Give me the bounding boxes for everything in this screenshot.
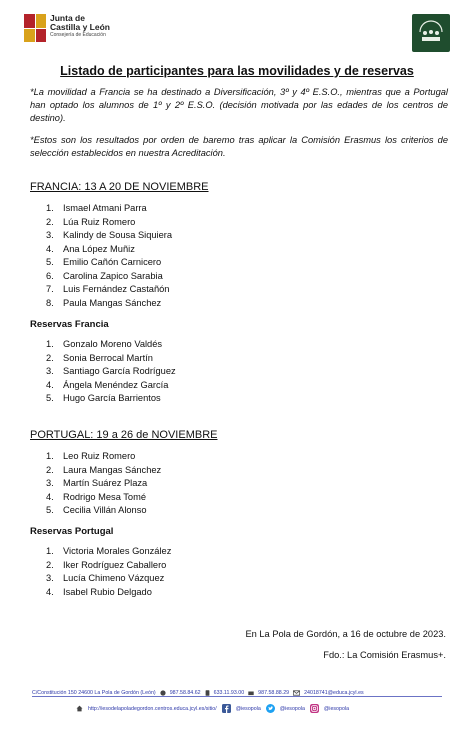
home-icon: [76, 705, 83, 712]
place-date: En La Pola de Gordón, a 16 de octubre de 2023.: [245, 629, 446, 639]
list-item: 5. Hugo García Barrientos: [46, 393, 161, 403]
coat-of-arms-icon: [24, 14, 46, 42]
portugal-reserves-title: Reservas Portugal: [30, 526, 114, 537]
list-item: 1. Ismael Atmani Parra: [46, 203, 147, 213]
list-item: 3. Kalindy de Sousa Siquiera: [46, 230, 173, 240]
footer-email[interactable]: 24018741@educa.jcyl.es: [304, 690, 364, 696]
footer-website[interactable]: http://iesodelapoladegordon.centros.educa.jcyl.es/sitio/: [88, 705, 217, 712]
list-item: 2. Laura Mangas Sánchez: [46, 464, 162, 475]
note-destination: *La movilidad a Francia se ha destinado a Diversificación, 3º y 4º E.S.O., mientras que a Portugal han optado los alumnos de 1º y 2º E.S.O. (decisión motivada por las edades de los centros de destino).: [30, 87, 448, 123]
list-item: 7. Luis Fernández Castañón: [46, 284, 170, 294]
list-item: 2. Sonia Berrocal Martín: [46, 352, 153, 363]
footer-instagram[interactable]: @iesopola: [323, 705, 350, 712]
francia-participants-list: [46, 202, 172, 310]
school-logo-icon: [412, 14, 450, 52]
list-item: 2. Lúa Ruiz Romero: [46, 216, 136, 227]
portugal-participants-list: [46, 450, 161, 518]
footer-address: C/Constitución 150 24600 La Pola de Gordón (León): [32, 690, 156, 696]
twitter-icon[interactable]: [266, 704, 275, 713]
jcyl-logo: [24, 14, 110, 42]
footer-web-row: [76, 704, 349, 713]
list-item: 8. Paula Mangas Sánchez: [46, 297, 162, 308]
portugal-title: PORTUGAL: 19 a 26 de NOVIEMBRE: [30, 429, 218, 441]
footer-facebook[interactable]: @iesopola: [235, 705, 261, 712]
list-item: 5. Emilio Cañón Carnicero: [46, 257, 162, 267]
list-item: 1. Gonzalo Moreno Valdés: [46, 339, 163, 349]
francia-title: FRANCIA: 13 A 20 DE NOVIEMBRE: [30, 181, 209, 193]
jcyl-department: Consejería de Educación: [50, 31, 106, 38]
list-item: 4. Ana López Muñiz: [46, 243, 135, 254]
footer-phone-2: 633.11.93.00: [213, 690, 245, 696]
note-criteria: *Estos son los resultados por orden de baremo tras aplicar la Comisión Erasmus los criterios de selección establecidos en nuestra Acreditación.: [30, 135, 448, 158]
instagram-icon[interactable]: [310, 704, 319, 713]
list-item: 1. Victoria Morales González: [46, 546, 172, 556]
list-item: 4. Rodrigo Mesa Tomé: [46, 491, 147, 502]
list-item: 3. Lucía Chimeno Vázquez: [46, 573, 165, 583]
francia-reserves-title: Reservas Francia: [30, 319, 109, 330]
facebook-icon[interactable]: [222, 704, 231, 713]
signature: Fdo.: La Comisión Erasmus+.: [323, 650, 446, 660]
footer-fax: 987.58.88.29: [258, 690, 290, 696]
document-title: Listado de participantes para las movilidades y de reservas: [60, 64, 414, 78]
jcyl-name-line1: Junta de: [50, 13, 85, 23]
list-item: 1. Leo Ruiz Romero: [46, 451, 136, 461]
portugal-reserves-list: [46, 545, 171, 599]
list-item: 4. Isabel Rubio Delgado: [46, 586, 152, 597]
list-item: 3. Martín Suárez Plaza: [46, 478, 148, 488]
list-item: 4. Ángela Menéndez García: [46, 379, 169, 390]
footer-twitter[interactable]: @iesopola: [279, 705, 305, 712]
list-item: 6. Carolina Zapico Sarabia: [46, 270, 163, 281]
footer-divider: [32, 696, 442, 697]
page-header: [24, 14, 450, 58]
jcyl-name-line2: Castilla y León: [50, 21, 110, 32]
footer-phone-1: 987.58.84.62: [169, 690, 201, 696]
list-item: 2. Iker Rodríguez Caballero: [46, 559, 167, 570]
francia-reserves-list: [46, 338, 176, 406]
list-item: 5. Cecilia Villán Alonso: [46, 505, 147, 515]
list-item: 3. Santiago García Rodríguez: [46, 366, 176, 376]
